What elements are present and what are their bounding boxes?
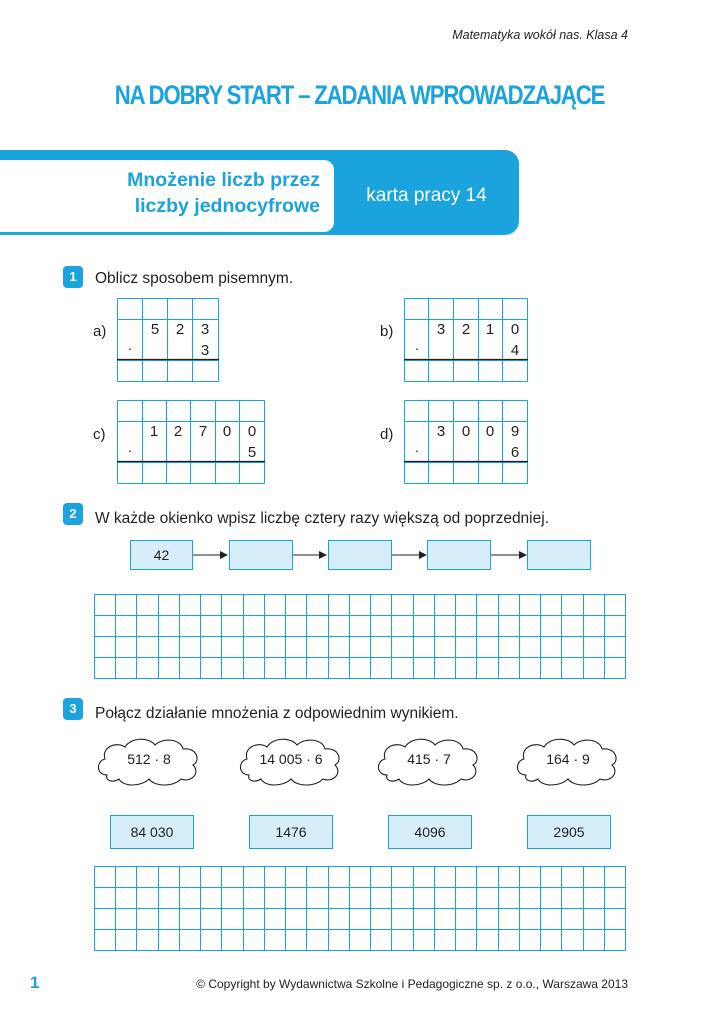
- task2-number-badge: 2: [63, 503, 83, 525]
- result-box-2[interactable]: 1476: [249, 815, 333, 849]
- topic-title-line2: liczby jednocyfrowe: [134, 195, 320, 217]
- result-box-1[interactable]: 84 030: [110, 815, 194, 849]
- problem-d-label: d): [380, 426, 394, 443]
- page-title: NA DOBRY START – ZADANIA WPROWADZAJĄCE: [114, 80, 605, 110]
- task2-instruction: W każde okienko wpisz liczbę cztery razy większą od poprzedniej.: [95, 510, 549, 527]
- digit-cell: 7: [198, 423, 208, 440]
- topic-title: [60, 167, 320, 219]
- chain-box-3[interactable]: [328, 540, 392, 570]
- operation-2[interactable]: 14 005 · 6: [259, 751, 323, 767]
- digit-cell: 0: [247, 423, 257, 440]
- problem-c-grid[interactable]: [117, 400, 265, 484]
- digit-cell: 0: [461, 423, 471, 440]
- digit-cell: 0: [485, 423, 495, 440]
- digit-cell: 1: [149, 423, 159, 440]
- task1-number-badge: 1: [63, 266, 83, 288]
- digit-cell: 0: [222, 423, 232, 440]
- result-box-4[interactable]: 2905: [527, 815, 611, 849]
- digit-cell: 3: [200, 321, 210, 338]
- problem-b-grid[interactable]: [404, 298, 528, 382]
- digit-cell: 3: [200, 342, 210, 359]
- problem-b-label: b): [380, 323, 394, 340]
- task3-work-grid[interactable]: [94, 866, 626, 951]
- task3-number-badge: 3: [63, 698, 83, 720]
- digit-cell: 5: [247, 444, 257, 461]
- series-title: Matematyka wokół nas. Klasa 4: [452, 28, 628, 42]
- problem-d-grid[interactable]: [404, 400, 528, 484]
- worksheet-number: karta pracy 14: [366, 185, 487, 206]
- digit-cell: 1: [485, 321, 495, 338]
- multiply-sign: ·: [127, 340, 133, 356]
- digit-cell: 2: [173, 423, 183, 440]
- digit-cell: 3: [436, 423, 446, 440]
- chain-box-5[interactable]: [527, 540, 591, 570]
- digit-cell: 2: [461, 321, 471, 338]
- digit-cell: 5: [150, 321, 160, 338]
- multiply-sign: ·: [127, 442, 133, 458]
- problem-c-label: c): [93, 426, 106, 443]
- digit-cell: 6: [510, 444, 520, 461]
- task3-instruction: Połącz działanie mnożenia z odpowiednim wynikiem.: [95, 705, 459, 722]
- digit-cell: 0: [510, 321, 520, 338]
- chain-box-4[interactable]: [427, 540, 491, 570]
- operation-1[interactable]: 512 · 8: [127, 751, 171, 767]
- digit-cell: 3: [436, 321, 446, 338]
- chain-box-1: 42: [130, 540, 193, 570]
- digit-cell: 9: [510, 423, 520, 440]
- multiply-sign: ·: [414, 340, 420, 356]
- result-box-3[interactable]: 4096: [388, 815, 472, 849]
- digit-cell: 2: [175, 321, 185, 338]
- digit-cell: 4: [510, 342, 520, 359]
- topic-title-line1: Mnożenie liczb przez: [127, 169, 320, 191]
- multiply-sign: ·: [414, 442, 420, 458]
- chain-box-2[interactable]: [229, 540, 293, 570]
- page-number: 1: [30, 973, 40, 992]
- task1-instruction: Oblicz sposobem pisemnym.: [95, 270, 294, 287]
- problem-a-label: a): [93, 323, 107, 340]
- copyright-notice: © Copyright by Wydawnictwa Szkolne i Pedagogiczne sp. z o.o., Warszawa 2013: [196, 977, 628, 991]
- task2-work-grid[interactable]: [94, 594, 626, 679]
- operation-3[interactable]: 415 · 7: [407, 751, 451, 767]
- operation-4[interactable]: 164 · 9: [546, 751, 590, 767]
- problem-a-grid[interactable]: [117, 298, 219, 382]
